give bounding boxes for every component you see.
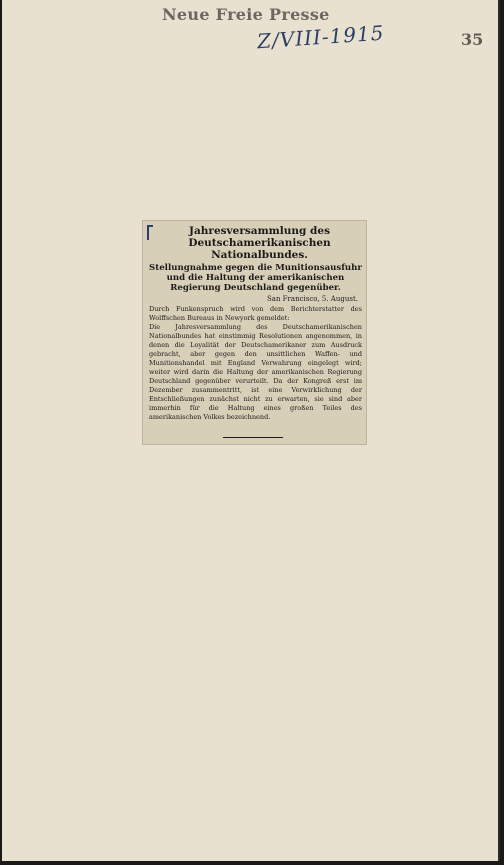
page-number: 35 — [461, 30, 484, 49]
clipping-paragraph: Durch Funkenspruch wird von dem Berichterstatter des Wolffschen Bureaus in Newyork gemeldet: — [149, 305, 362, 322]
clipping-title: Jahresversammlung des Deutschamerikanischen Nationalbundes. — [188, 225, 331, 261]
clipping-paragraph: Die Jahresversammlung des Deutschamerikanischen Nationalbundes hat einstimmig Resolutionen angenommen, in denen die Loyalität der Deutschamerikaner zum Ausdruck gebracht, aber gegen den unsittlichen Waffen- und Munitionshandel mit England Verwahrung eingelegt wird; weiter wird darin die Haltung der amerikanischen Regierung Deutschland gegenüber verurteilt. Da der Kongreß erst im Dezember zusammentritt, ist eine Verwirklichung der Entschließungen zunächst nicht zu erwarten, sie sind aber immerhin für die Haltung eines großen Teiles des amerikanischen Volkes bezeichnend. — [149, 323, 362, 421]
newspaper-masthead: Neue Freie Presse — [162, 5, 330, 24]
newspaper-clipping — [142, 220, 367, 445]
clipping-body — [149, 305, 362, 422]
handwritten-date: Z/VIII-1915 — [256, 20, 386, 54]
clipping-dateline: San Francisco, 5. August. — [266, 295, 358, 303]
closing-rule — [223, 437, 283, 438]
archive-sheet — [2, 0, 500, 861]
bracket-mark — [147, 225, 153, 240]
clipping-subtitle: Stellungnahme gegen die Munitionsausfuhr und die Haltung der amerikanischen Regierung Deutschland gegenüber. — [149, 263, 362, 293]
